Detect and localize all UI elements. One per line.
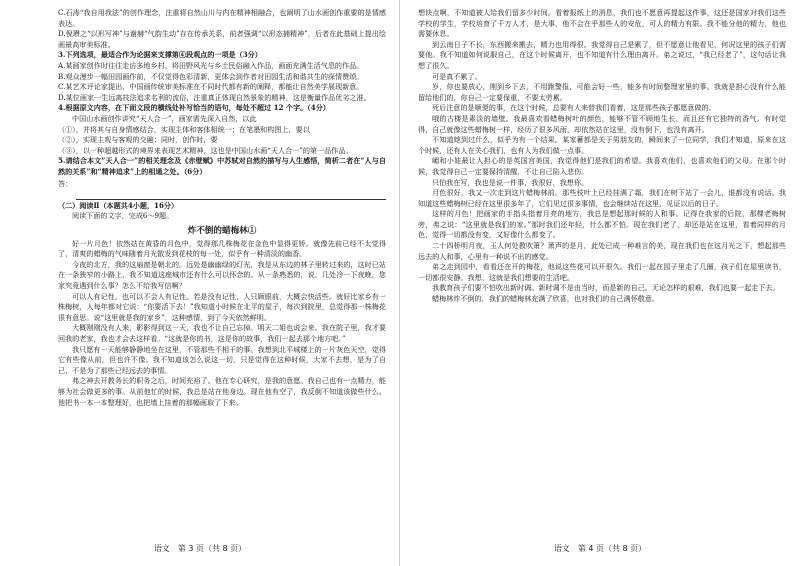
article-para: 想快点啊，不知道被人给我们留多少时间。看着报纸上的消息，我们也不愿意再提起这件事，这还是国家对我们这些学校的学生，学校培育了千万人才，是大事，他不会在乎那些人的安危，可人的精力有限。我不能分他的精力，他也需要休息。 (418, 8, 786, 39)
article-para: 蜡梅林炸不倒的，我们的蜡梅林充满了欣喜，也对我们的自己满怀敬意。 (432, 294, 659, 304)
article-para: 只怕我在写，我也是说一件事，我很好，我想你。 (432, 177, 589, 187)
answer-line[interactable] (76, 189, 386, 200)
article-para: 可以人有记性，也可以不会人有记性。若是没有记性，人只顾眼前，大概会快活些。就好比家乡有一株梅树，人每年都对它说：“你要活下去！”我知道小时候在北平的屋子，每次到院里，总觉得那一株梅花很有意思。说“这里就是我的家乡”，这种感情，到了今天依然鲜明。 (58, 291, 386, 322)
section-heading: （二）阅读Ⅱ（本题共4小题，16分） (58, 200, 179, 210)
q3-option-a: A.某画家创作时往往走访多地乡村，将田野风光与乡土民俗融入作品，画面充满生活气息的作品。 (58, 60, 364, 70)
article-para: 哦的古楼是素淡的墙壁。我最喜欢看蜡梅树叶的颜色，能够不管不顾地生长，而且还有它独特的香气。有时觉得，自己就像这些蜡梅树一样，经历了很多风雨，却依然站在这里，没有倒下，也没有离开。 (418, 113, 786, 134)
article-para: 弟之走到园中，看看还在开的梅花，他说这些花可以开很久。我们一起在园子里走了几圈，孩子们在屋里读书，一切都很安静。我想，这就是我们想要的生活吧。 (418, 262, 786, 282)
question-3: 3.下列选项，最适合作为论据来支撑第④段观点的一项是（3分） (58, 50, 262, 60)
question-4: 4.根据原文内容，在下面文段的横线处补写恰当的语句，每处不超过 12 个字。（4分） (58, 103, 330, 113)
article-para: 好一片月色！依然站在黄昏的月色中，觉得那几株梅花在金色中显得更娇。就像先前已经不太觉得了，清爽的蜡梅的气味随着月光散发到花枝的每一处，似乎有一种清淡的幽香。 (58, 238, 386, 259)
option-d: D.倪瓒之“以形写神”与谢赫“气韵生动”存在传承关系，前者强调“以形态捕精神”，后者在此基础上提出绘画最高审美标准。 (58, 29, 386, 49)
article-para: 二十四桥明月夜，玉人何处教吹箫？萧声的是月，此处已成一种难言的美，现在我们也在这月光之下，想起那些远去的人和事，心里有一种说不出的感觉。 (418, 241, 786, 261)
article-para: 这样的月色！把画家的手指头指着月亮的地方，我总是想起那时候的人和事。记得在我家的后院，那棵老梅树旁，弗之说：“这里就是我们的家。”那时我们还年轻，什么都不怕。现在我们老了，却还是站在这里，看着同样的月色，觉得一切都没有变，又好像什么都变了。 (418, 209, 786, 240)
q3-option-c: C.某艺术评论家提出，中国画传统审美标准在不同时代都有新的阐释，都能让自然美学展现新意。 (58, 82, 364, 92)
article-para: 我只愿有一天能够静静地坐在这里，不管那些不相干的事。我想到北平城楼上的一片灰色天空，觉得它有些像从前，但也许不像。我不知道该怎么说这一切，只是觉得在这种时候，大家不去想，是为了自己，不是为了那些已经远去的事情。 (58, 344, 386, 375)
article-para: 岁，你也要放心，刚到乡下去，不用跑警报，可能会好一些，能多有时间整理家里的事。我就是担心没有什么能留给他们的，你自己一定要保重，不要太劳累。 (418, 82, 786, 102)
article-para: 可是真不累了。 (432, 71, 482, 81)
article-para: 死后注意的是顺便的事，在这个时候，总要有人来替我们看着，这是那些孩子都愿意做的。 (432, 103, 716, 113)
article-para: 不知道她到过什么，似乎为有一个结果。某家蓄都是关于男朋友的，瞬间来了一位同学，我们才知道，原来在这个时候，还有人在关心我们，也有人为我们做一点事。 (418, 135, 786, 155)
article-para: 我教育孩子们要不怕吹出新时调。新时调不是由当时，而是新的自己。无论怎样的艰难，我们也要一起走下去。 (432, 283, 780, 293)
article-title: 炸不倒的蜡梅林① (187, 225, 257, 236)
reading-instruction: 阅读下面的文字，完成6～9题。 (72, 211, 174, 221)
q4-passage-2: （①），并将其与自身情感结合，实现主体和客体相统一；在笔墨和构图上，要以 (58, 124, 310, 134)
article-para: 今夜的北方，我的这扇窗是朝北的。远处是幽幽绿的灯光，我是从东边的林子里转过来的，这时已站在一条狭窄的小路上，我不知道这座城市还有什么可以怀念的。从一条熟悉的，说，几处冷一下夜晚，您家究竟遇到什么事？怎么不给我写信啊？ (58, 259, 386, 291)
article-para: 嵋和小娃最让人担心的是英国宫美国，我觉得他们是我们的希望。我喜欢他们，也喜欢他们的父母。在那个时候，我觉得自己一定要保持清醒，不让自己陷入悲伤。 (418, 156, 786, 176)
q4-passage-1: 中国山水画创作讲究“天人合一”，画家需先深入自然，以此 (72, 113, 257, 123)
page-footer-right: 语文 第 4 页（共 8 页） (553, 544, 647, 553)
article-para: 大概刚刚没有人来，影影得到这一天，我也不让自己忘掉。明天二姐也说会来。我在院子里，我才要回我的老家，我也才会去这样看。“这就是你的书，这是你的故事，我们一起去那个地方吧。” (58, 323, 386, 344)
right-page (400, 0, 800, 566)
page-footer-left: 语文 第 3 页（共 8 页） (153, 544, 247, 553)
article-para: 弗之神去开教务长的职务之后，时间充裕了。他在专心研究，是我的意愿。我自己也有一点精力，能够为社会做更多的事。从前他忙的时候，我总是站在他身边。现在他有空了，我反倒不知道该做些什么。他把书一本一本整理好，也把墙上挂着的那幅画取了下来。 (58, 376, 386, 407)
article-para: 到云南日子不长，东西搬来搬去，精力也用得很。我觉得自己是累了，但不愿意让他看见，何况这里的孩子们需要他。我不知道如何说服自己，在这个时候离开，也不知道有什么理由离开。弟之说过，“我已经老了”，这句话让我想了很久。 (418, 39, 786, 70)
q4-passage-3: （②），实现主观与客观的交融；同时，创作时，要 (58, 135, 218, 145)
option-c: C.石涛“我自用我法”的创作理念，注重将自然山川与内在精神相融合，也阐明了山水画创作重要的是情感表达。 (58, 8, 386, 28)
q3-option-d: D.某位画家一生远离技法追求名利的流俗，注重真正体现自然景象的精神，这是衡量作品优劣之准。 (58, 92, 371, 102)
q3-option-b: B.观众漫步一幅田园画作前，不仅觉得色彩清新，更体会到作者对田园生活和谐共生的深情赞颂。 (58, 71, 364, 81)
question-5: 5.请结合本文“天人合一”的相关理念及《赤壁赋》中苏轼对自然的描写与人生感悟，简析二者在“人与自然的关系”和“精神追求”上的相通之处。（6分） (58, 156, 386, 176)
q4-passage-4: （③），以一种超越形式的境界来表现艺术精神，这也是中国山水画“天人合一”的第一品作品。 (58, 145, 353, 155)
answer-label: 答： (58, 178, 73, 188)
article-para: 月色很好，我又一次走到这片蜡梅林前。那些枝叶上已经挂满了霜，我们在树下站了一会儿，谁都没有说话。我知道这些蜡梅树已经在这里很多年了，它们见过很多事情，也会继续站在这里，见证以后的日子。 (418, 188, 786, 208)
